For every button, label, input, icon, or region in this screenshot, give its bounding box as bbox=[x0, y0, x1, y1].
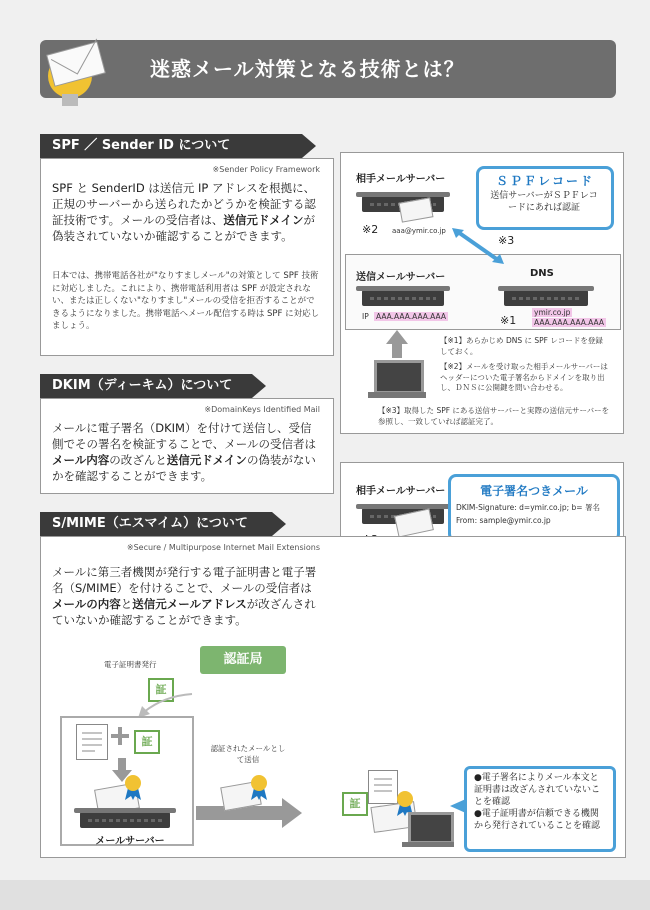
dkim-callout-from: From: sample@ymir.co.jp bbox=[456, 516, 551, 525]
smime-heading: S/MIME（エスマイム）について bbox=[40, 512, 272, 536]
smime-mail-server bbox=[80, 812, 170, 828]
spf-from-address: aaa@ymir.co.jp bbox=[392, 227, 446, 235]
received-document-icon bbox=[368, 770, 398, 804]
cert-received-icon: 証 bbox=[342, 792, 368, 816]
spf-dns-domain: ymir.co.jp bbox=[534, 308, 571, 317]
spf-send-server bbox=[362, 290, 444, 306]
spf-paragraph-1: SPF と SenderID は送信元 IP アドレスを根拠に、正規のサーバーから送られたかどうかを検証する認証技術です。メールの受信者は、送信元ドメインが偽装されていないか確認することができます。 bbox=[52, 181, 316, 243]
spf-note-2: 【※2】メールを受け取った相手メールサーバーはヘッダーについた電子署名からドメインを取り出し、ＤＮＳに公開鍵を問い合わせる。 bbox=[440, 362, 608, 392]
spf-up-arrow-stem bbox=[392, 344, 402, 358]
spf-ip-label: IP bbox=[362, 312, 369, 321]
spf-mark-3: ※3 bbox=[498, 234, 515, 247]
smime-issue-label: 電子証明書発行 bbox=[104, 660, 157, 669]
dkim-heading: DKIM（ディーキム）について bbox=[40, 374, 252, 398]
dkim-note: ※DomainKeys Identified Mail bbox=[204, 405, 320, 414]
receiver-laptop-icon bbox=[408, 812, 454, 844]
sent-seal-icon bbox=[250, 774, 268, 800]
spf-note: ※Sender Policy Framework bbox=[212, 165, 320, 174]
spf-laptop-icon bbox=[374, 360, 424, 394]
dkim-callout-signature: DKIM-Signature: d=ymir.co.jp; b= 署名 bbox=[456, 503, 600, 512]
result-text-2: ●電子証明書が信頼できる機関から発行されていることを確認 bbox=[474, 809, 601, 831]
page-title: 迷惑メール対策となる技術とは？ bbox=[150, 57, 465, 81]
plus-icon bbox=[110, 726, 130, 746]
lightbulb-mail-icon bbox=[40, 34, 110, 112]
mail-server-label: メールサーバー bbox=[95, 836, 165, 847]
spf-send-server-label: 送信メールサーバー bbox=[356, 272, 446, 283]
spf-callout-body: 送信サーバーがＳＰＦレコードにあれば認証 bbox=[490, 191, 598, 213]
send-as-authenticated-label: 認証されたメールとして送信 bbox=[210, 744, 286, 764]
dkim-paragraph: メールに電子署名（DKIM）を付けて送信し、受信側でその署名を検証することで、メールの受信者はメール内容の改ざんと送信元ドメインの偽装がないかを確認することができます。 bbox=[52, 421, 317, 483]
spf-note-3: 【※3】取得した SPF にある送信サーバーと実際の送信元サーバーを参照し、一致していれば認証完了。 bbox=[378, 406, 610, 426]
spf-laptop-base bbox=[368, 392, 426, 398]
receiver-laptop-base bbox=[402, 842, 454, 847]
spf-dns-label: DNS bbox=[530, 268, 554, 279]
bottom-bar bbox=[0, 880, 650, 910]
cert-attached-icon: 証 bbox=[134, 730, 160, 754]
certificate-authority-box: 認証局 bbox=[200, 646, 286, 674]
spf-dns-server bbox=[504, 290, 588, 306]
smime-note: ※Secure / Multipurpose Internet Mail Extensions bbox=[126, 543, 320, 552]
cert-issued-icon: 証 bbox=[148, 678, 174, 702]
spf-note-1: 【※1】あらかじめ DNS に SPF レコードを登録しておく。 bbox=[440, 336, 603, 356]
spf-verify-arrow bbox=[450, 226, 506, 266]
result-text-1: ●電子署名によりメール本文と証明書は改ざんされていないことを確認 bbox=[474, 773, 601, 807]
spf-mark-1: ※1 bbox=[500, 314, 517, 327]
dkim-recv-server-label: 相手メールサーバー bbox=[356, 486, 446, 497]
spf-callout-title: ＳＰＦレコード bbox=[495, 174, 594, 188]
spf-dns-ip: AAA.AAA.AAA.AAA bbox=[534, 318, 604, 327]
spf-mark-2: ※2 bbox=[362, 223, 379, 236]
spf-ip-value: AAA.AAA.AAA.AAA bbox=[376, 312, 446, 321]
spf-up-arrow bbox=[386, 330, 408, 344]
dkim-callout-title: 電子署名つきメール bbox=[480, 484, 588, 498]
spf-paragraph-2: 日本では、携帯電話各社が"なりすましメール"の対策として SPF 技術に対応しました。これにより、携帯電話利用者は SPF が設定されない、または正しくない"なりすまし"メールの受信を拒否することができるようになりました。携帯電話へメール配信する時は SPF に対応しましょう。 bbox=[52, 271, 320, 331]
smime-paragraph: メールに第三者機関が発行する電子証明書と電子署名（S/MIME）を付けることで、メールの受信者はメールの内容と送信元メールアドレスが改ざんされていないか確認することができます。 bbox=[52, 565, 317, 627]
spf-heading: SPF ／ Sender ID について bbox=[40, 134, 302, 158]
signature-seal-icon bbox=[124, 774, 142, 800]
document-icon bbox=[76, 724, 108, 760]
spf-recv-server-label: 相手メールサーバー bbox=[356, 174, 446, 185]
